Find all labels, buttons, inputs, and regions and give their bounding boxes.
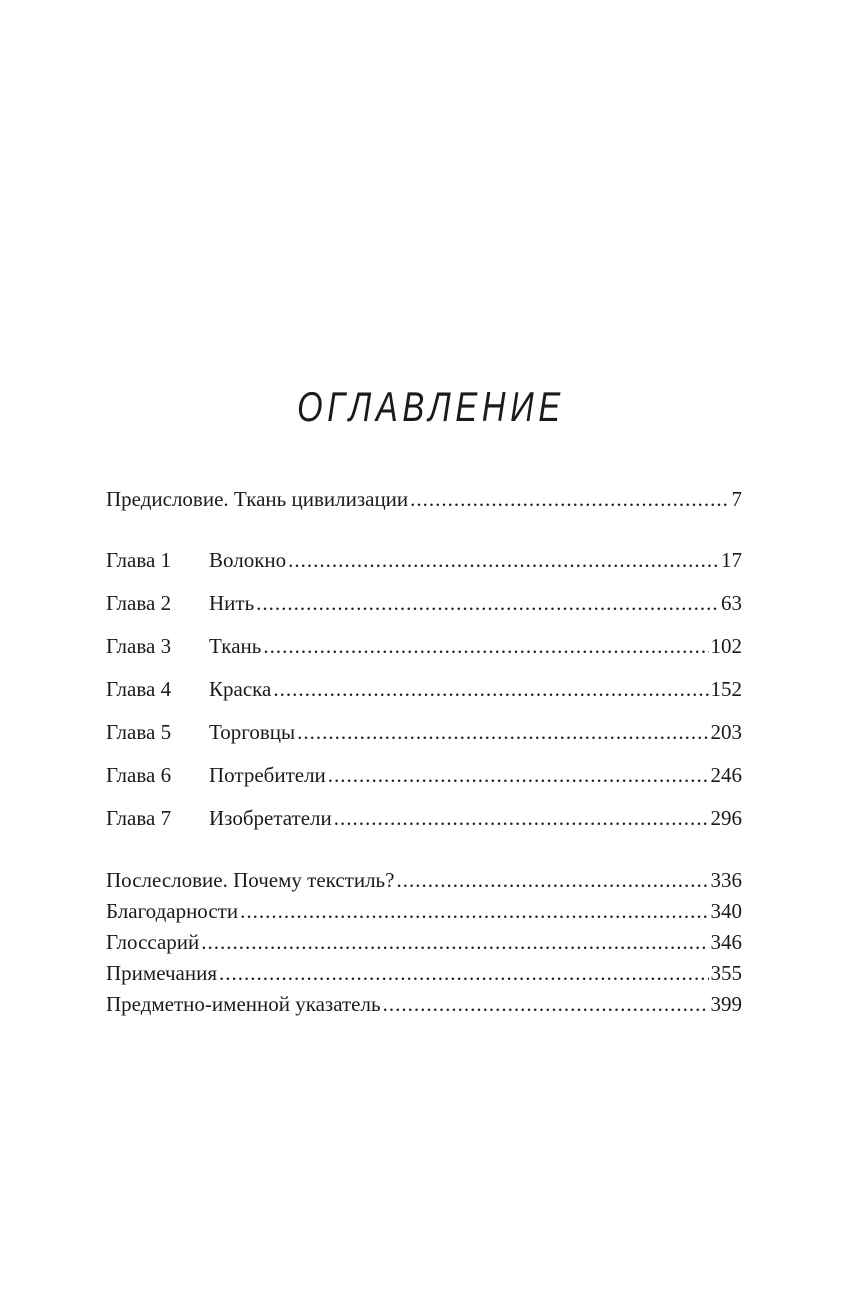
entry-title: Предисловие. Ткань цивилизации bbox=[106, 487, 409, 511]
page-number: 102 bbox=[710, 634, 742, 658]
entry-title: Благодарности bbox=[106, 899, 239, 923]
toc-entry-chapter-2[interactable] bbox=[106, 589, 742, 617]
chapter-label: Глава 5 bbox=[106, 720, 172, 744]
dot-leader bbox=[263, 632, 708, 660]
entry-title: Торговцы bbox=[209, 720, 296, 744]
page-number: 152 bbox=[710, 677, 742, 701]
dot-leader bbox=[273, 675, 708, 703]
toc-heading: ОГЛАВЛЕНИЕ bbox=[297, 383, 565, 430]
toc-entry-notes[interactable] bbox=[106, 959, 742, 987]
dot-leader bbox=[334, 804, 709, 832]
toc-entry-chapter-4[interactable] bbox=[106, 675, 742, 703]
page-number: 246 bbox=[710, 763, 742, 787]
entry-title: Нить bbox=[209, 591, 255, 615]
chapter-label: Глава 1 bbox=[106, 548, 172, 572]
chapter-label: Глава 7 bbox=[106, 806, 172, 830]
dot-leader bbox=[240, 897, 708, 925]
dot-leader bbox=[328, 761, 709, 789]
entry-title: Примечания bbox=[106, 961, 218, 985]
dot-leader bbox=[288, 546, 719, 574]
toc-entry-chapter-7[interactable] bbox=[106, 804, 742, 832]
chapter-label: Глава 6 bbox=[106, 763, 172, 787]
page-number: 346 bbox=[710, 930, 742, 954]
page-number: 17 bbox=[721, 548, 742, 572]
toc-entry-chapter-5[interactable] bbox=[106, 718, 742, 746]
dot-leader bbox=[410, 485, 729, 513]
toc-entry-glossary[interactable] bbox=[106, 928, 742, 956]
entry-title: Изобретатели bbox=[209, 806, 332, 830]
dot-leader bbox=[219, 959, 708, 987]
toc-entry-chapter-1[interactable] bbox=[106, 546, 742, 574]
entry-title: Ткань bbox=[209, 634, 262, 658]
entry-title: Волокно bbox=[209, 548, 287, 572]
chapter-label: Глава 2 bbox=[106, 591, 172, 615]
dot-leader bbox=[297, 718, 708, 746]
page-number: 399 bbox=[710, 992, 742, 1016]
page-number: 203 bbox=[710, 720, 742, 744]
entry-title: Потребители bbox=[209, 763, 326, 787]
toc-entry-afterword[interactable] bbox=[106, 866, 742, 894]
entry-title: Глоссарий bbox=[106, 930, 200, 954]
dot-leader bbox=[396, 866, 708, 894]
dot-leader bbox=[256, 589, 719, 617]
entry-title: Краска bbox=[209, 677, 272, 701]
page-number: 63 bbox=[721, 591, 742, 615]
page-number: 355 bbox=[710, 961, 742, 985]
toc-entry-acknowledgements[interactable] bbox=[106, 897, 742, 925]
toc-entry-chapter-3[interactable] bbox=[106, 632, 742, 660]
entry-title: Предметно-именной указатель bbox=[106, 992, 381, 1016]
page-number: 340 bbox=[710, 899, 742, 923]
toc-entry-chapter-6[interactable] bbox=[106, 761, 742, 789]
chapter-label: Глава 4 bbox=[106, 677, 172, 701]
entry-title: Послесловие. Почему текстиль? bbox=[106, 868, 395, 892]
toc-entry-preface[interactable] bbox=[106, 485, 742, 513]
page-number: 7 bbox=[731, 487, 742, 511]
page-number: 336 bbox=[710, 868, 742, 892]
dot-leader bbox=[201, 928, 708, 956]
page-number: 296 bbox=[710, 806, 742, 830]
dot-leader bbox=[383, 990, 709, 1018]
toc-entry-index[interactable] bbox=[106, 990, 742, 1018]
chapter-label: Глава 3 bbox=[106, 634, 172, 658]
